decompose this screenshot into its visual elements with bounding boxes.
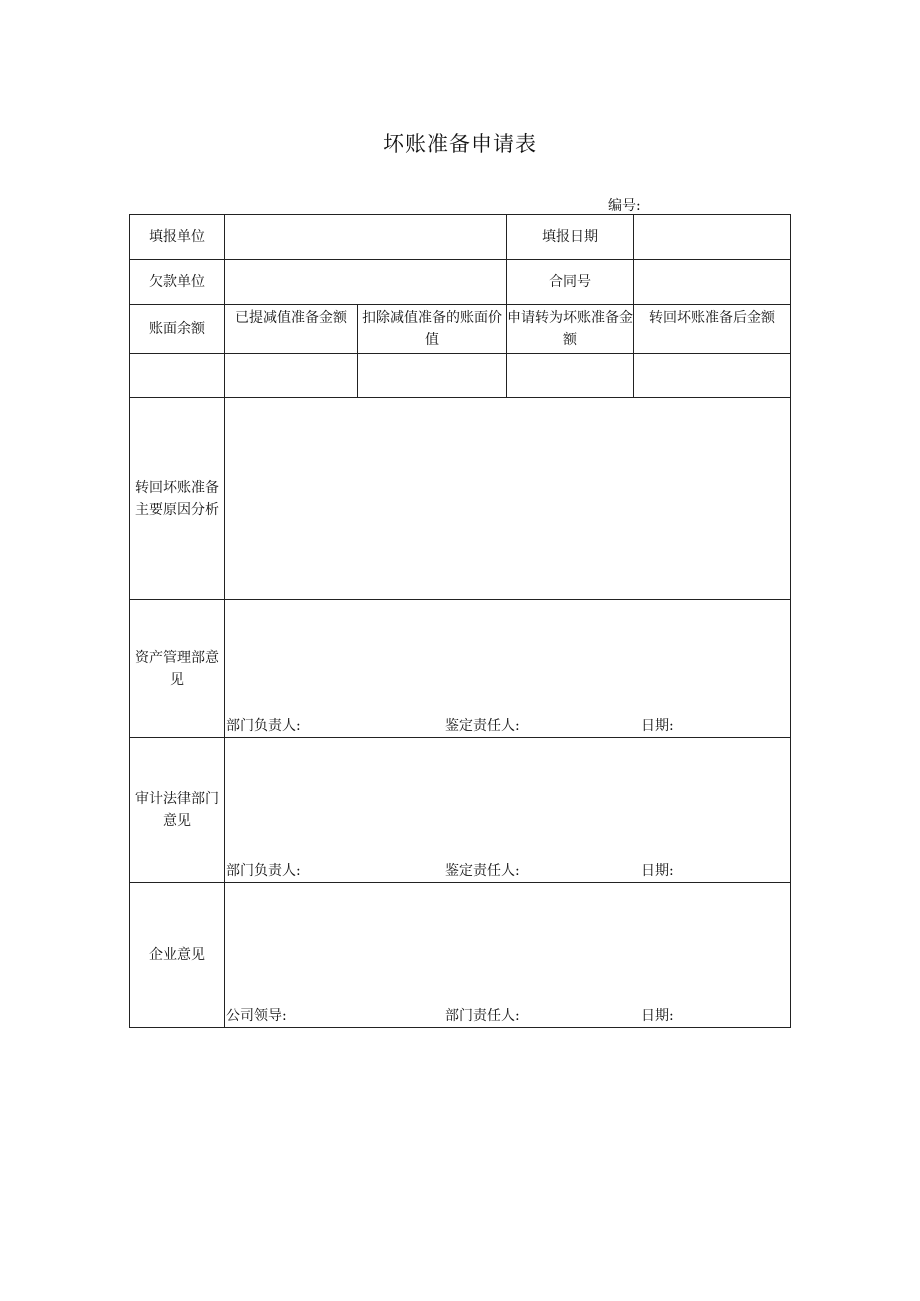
reason-analysis-label: 转回坏账准备主要原因分析 (130, 398, 225, 600)
asset-mgmt-opinion-field[interactable] (225, 600, 791, 738)
debtor-unit-field[interactable] (225, 260, 507, 305)
net-book-value-label: 扣除减值准备的账面价值 (358, 305, 507, 354)
fill-date-label: 填报日期 (507, 215, 634, 260)
filler-unit-field[interactable] (225, 215, 507, 260)
table-row (130, 398, 791, 600)
bad-debt-application-table (129, 214, 791, 1028)
audit-legal-opinion-field[interactable] (225, 738, 791, 883)
filler-unit-label: 填报单位 (130, 215, 225, 260)
dept-head-signature-label: 部门负责人: (226, 718, 301, 734)
table-row (130, 215, 791, 260)
contract-no-label: 合同号 (507, 260, 634, 305)
dept-responsible-signature-label: 部门责任人: (445, 1008, 520, 1024)
net-book-value-field[interactable] (358, 354, 507, 398)
asset-mgmt-opinion-label: 资产管理部意见 (130, 600, 225, 738)
serial-number-label: 编号: (608, 198, 641, 214)
table-row (130, 883, 791, 1028)
provisioned-impairment-label: 已提减值准备金额 (225, 305, 358, 354)
apply-transfer-amount-field[interactable] (507, 354, 634, 398)
date-label: 日期: (641, 863, 674, 879)
table-row (130, 600, 791, 738)
enterprise-opinion-label: 企业意见 (130, 883, 225, 1028)
appraiser-signature-label: 鉴定责任人: (445, 718, 520, 734)
table-row (130, 738, 791, 883)
after-transfer-amount-label: 转回坏账准备后金额 (634, 305, 791, 354)
table-row (130, 354, 791, 398)
form-title: 坏账准备申请表 (383, 132, 537, 156)
dept-head-signature-label: 部门负责人: (226, 863, 301, 879)
fill-date-field[interactable] (634, 215, 791, 260)
company-leader-signature-label: 公司领导: (226, 1008, 287, 1024)
book-balance-field[interactable] (130, 354, 225, 398)
provisioned-impairment-field[interactable] (225, 354, 358, 398)
audit-legal-opinion-label: 审计法律部门意见 (130, 738, 225, 883)
contract-no-field[interactable] (634, 260, 791, 305)
appraiser-signature-label: 鉴定责任人: (445, 863, 520, 879)
date-label: 日期: (641, 1008, 674, 1024)
book-balance-label: 账面余额 (130, 305, 225, 354)
reason-analysis-field[interactable] (225, 398, 791, 600)
after-transfer-amount-field[interactable] (634, 354, 791, 398)
table-row (130, 260, 791, 305)
table-row (130, 305, 791, 354)
apply-transfer-amount-label: 申请转为坏账准备金额 (507, 305, 634, 354)
enterprise-opinion-field[interactable] (225, 883, 791, 1028)
date-label: 日期: (641, 718, 674, 734)
debtor-unit-label: 欠款单位 (130, 260, 225, 305)
